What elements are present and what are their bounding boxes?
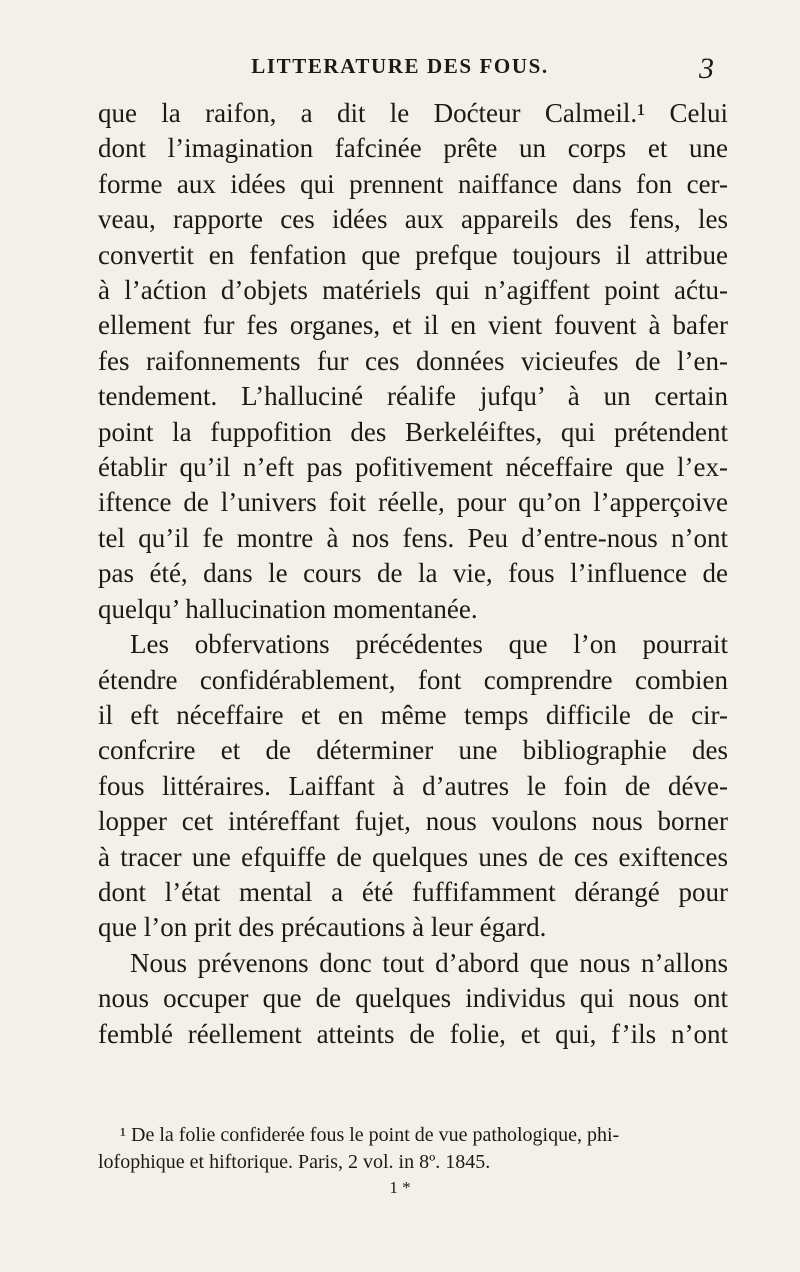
text-line: iftence de l’univers foit réelle, pour qu’on l’apperçoive: [98, 487, 728, 518]
text-line: il eft néceffaire et en même temps difficile de cir-: [98, 699, 728, 730]
body-text: [98, 96, 728, 1052]
footnote: [98, 1122, 728, 1176]
footnote-line: lofophique et hiftorique. Paris, 2 vol. in 8º. 1845.: [98, 1151, 491, 1173]
text-line: fous littéraires. Laiffant à d’autres le foin de déve-: [98, 770, 728, 801]
text-line: dont l’imagination fafcinée prête un corps et une: [98, 133, 728, 164]
text-line: lopper cet intéreffant fujet, nous voulons nous borner: [98, 806, 728, 837]
text-line: quelqu’ hallucination momentanée.: [98, 593, 478, 624]
text-line: point la fuppofition des Berkeléiftes, qui prétendent: [98, 416, 728, 447]
signature-mark: 1 *: [389, 1178, 411, 1197]
text-line: ellement fur fes organes, et il en vient fouvent à bafer: [98, 310, 728, 341]
text-line: Les obfervations précédentes que l’on pourrait: [130, 629, 728, 660]
text-line: nous occuper que de quelques individus qui nous ont: [98, 983, 728, 1014]
text-line: établir qu’il n’eft pas pofitivement néceffaire que l’ex-: [98, 452, 728, 483]
text-line: que l’on prit des précautions à leur égard.: [98, 912, 547, 943]
page-number: 3: [699, 52, 714, 85]
text-line: Nous prévenons donc tout d’abord que nous n’allons: [130, 947, 728, 978]
text-line: confcrire et de déterminer une bibliographie des: [98, 735, 728, 766]
text-line: à tracer une efquiffe de quelques unes de ces exiftences: [98, 841, 728, 872]
text-line: dont l’état mental a été fuffifamment dérangé pour: [98, 876, 728, 907]
text-line: femblé réellement atteints de folie, et qui, f’ils n’ont: [98, 1018, 728, 1049]
text-line: fes raifonnements fur ces données vicieufes de l’en-: [98, 345, 728, 376]
footnote-line: ¹ De la folie confiderée fous le point de vue pathologique, phi-: [120, 1124, 620, 1146]
running-title: LITTERATURE DES FOUS.: [251, 54, 549, 78]
text-line: à l’aćtion d’objets matériels qui n’agiffent point aćtu-: [98, 275, 728, 306]
text-line: tel qu’il fe montre à nos fens. Peu d’entre-nous n’ont: [98, 522, 728, 553]
text-line: que la raifon, a dit le Doćteur Calmeil.¹ Celui: [98, 98, 728, 128]
text-line: étendre confidérablement, font comprendre combien: [98, 664, 728, 695]
text-line: pas été, dans le cours de la vie, fous l’influence de: [98, 558, 728, 589]
text-line: veau, rapporte ces idées aux appareils des fens, les: [98, 204, 728, 235]
text-line: forme aux idées qui prennent naiffance dans fon cer-: [98, 168, 728, 199]
text-line: convertit en fenfation que prefque toujours il attribue: [98, 239, 728, 270]
text-line: tendement. L’halluciné réalife jufqu’ à un certain: [98, 381, 728, 412]
